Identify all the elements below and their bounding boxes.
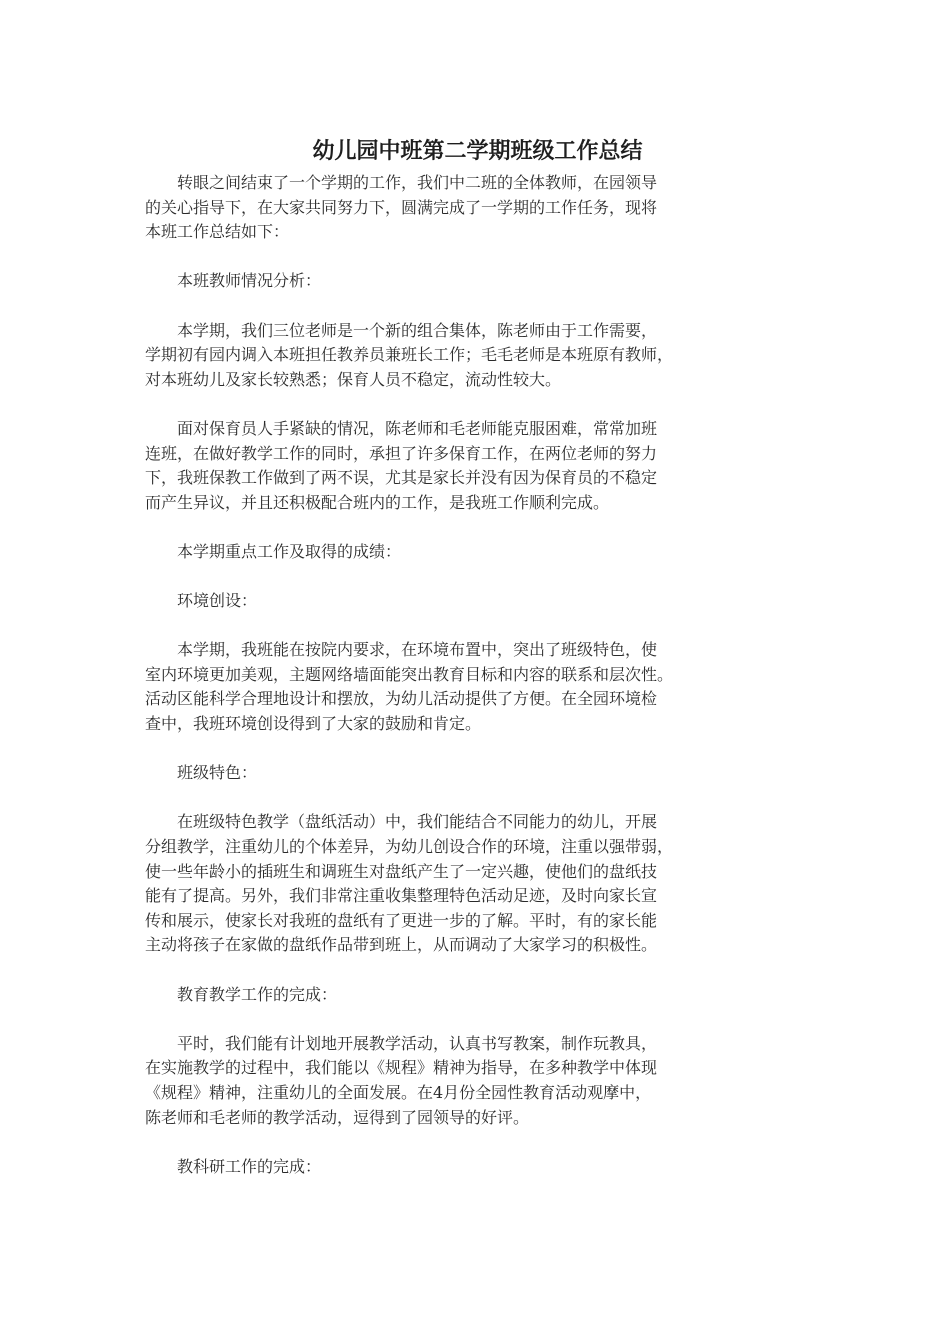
environment-paragraph [145, 638, 810, 736]
heading-text: 教科研工作的完成： [177, 1156, 322, 1176]
paragraph-line: 下，我班保教工作做到了两不误，尤其是家长并没有因为保育员的不稳定 [145, 468, 658, 488]
paragraph-line: 在实施教学的过程中，我们能以《规程》精神为指导，在多种教学中体现 [145, 1058, 658, 1078]
heading-text: 本班教师情况分析： [177, 271, 322, 291]
paragraph-line: 学期初有园内调入本班担任教养员兼班长工作；毛毛老师是本班原有教师， [145, 345, 674, 365]
section-heading-teaching [145, 983, 810, 1008]
paragraph-line: 活动区能科学合理地设计和摆放，为幼儿活动提供了方便。在全园环境检 [145, 689, 658, 709]
section-heading-teachers [145, 269, 810, 294]
document-title: 幼儿园中班第二学期班级工作总结 [312, 138, 643, 164]
section-heading-research [145, 1155, 810, 1180]
heading-text: 班级特色： [177, 763, 258, 783]
section-heading-environment [145, 589, 810, 614]
paragraph-line: 陈老师和毛老师的教学活动，逗得到了园领导的好评。 [145, 1107, 530, 1127]
section-heading-achievements [145, 540, 810, 565]
teaching-paragraph [145, 1032, 810, 1130]
class-feature-paragraph [145, 810, 810, 958]
document-body [145, 133, 810, 1204]
paragraph-line: 主动将孩子在家做的盘纸作品带到班上，从而调动了大家学习的积极性。 [145, 935, 658, 955]
heading-text: 教育教学工作的完成： [177, 984, 338, 1004]
paragraph-line: 室内环境更加美观，主题网络墙面能突出教育目标和内容的联系和层次性。 [145, 664, 674, 684]
paragraph-line: 《规程》精神，注重幼儿的全面发展。在4月份全园性教育活动观摩中， [145, 1082, 652, 1102]
paragraph-line: 本学期，我班能在按院内要求，在环境布置中，突出了班级特色，使 [177, 640, 658, 660]
paragraph-line: 本学期，我们三位老师是一个新的组合集体，陈老师由于工作需要， [177, 320, 658, 340]
paragraph-line: 分组教学，注重幼儿的个体差异，为幼儿创设合作的环境，注重以强带弱， [145, 837, 674, 857]
paragraph-line: 本班工作总结如下： [145, 222, 290, 242]
paragraph-line: 对本班幼儿及家长较熟悉；保育人员不稳定，流动性较大。 [145, 369, 562, 389]
intro-paragraph [145, 171, 810, 245]
paragraph-line: 的关心指导下，在大家共同努力下，圆满完成了一学期的工作任务，现将 [145, 197, 658, 217]
teachers-paragraph [145, 319, 810, 393]
paragraph-line: 使一些年龄小的插班生和调班生对盘纸产生了一定兴趣，使他们的盘纸技 [145, 861, 658, 881]
heading-text: 环境创设： [177, 591, 258, 611]
paragraph-line: 转眼之间结束了一个学期的工作，我们中二班的全体教师，在园领导 [177, 173, 658, 192]
paragraph-line: 能有了提高。另外，我们非常注重收集整理特色活动足迹，及时向家长宣 [145, 886, 658, 906]
heading-text: 本学期重点工作及取得的成绩： [177, 541, 402, 561]
paragraph-line: 连班，在做好教学工作的同时，承担了许多保育工作，在两位老师的努力 [145, 443, 658, 463]
staffing-paragraph [145, 417, 810, 515]
paragraph-line: 平时，我们能有计划地开展教学活动，认真书写教案，制作玩教具， [177, 1033, 658, 1053]
paragraph-line: 面对保育员人手紧缺的情况，陈老师和毛老师能克服困难，常常加班 [177, 418, 658, 438]
paragraph-line: 查中，我班环境创设得到了大家的鼓励和肯定。 [145, 714, 482, 734]
paragraph-line: 而产生异议，并且还积极配合班内的工作，是我班工作顺利完成。 [145, 492, 610, 512]
paragraph-line: 传和展示，使家长对我班的盘纸有了更进一步的了解。平时，有的家长能 [145, 910, 658, 930]
paragraph-line: 在班级特色教学（盘纸活动）中，我们能结合不同能力的幼儿，开展 [177, 812, 658, 832]
section-heading-class-feature [145, 761, 810, 786]
